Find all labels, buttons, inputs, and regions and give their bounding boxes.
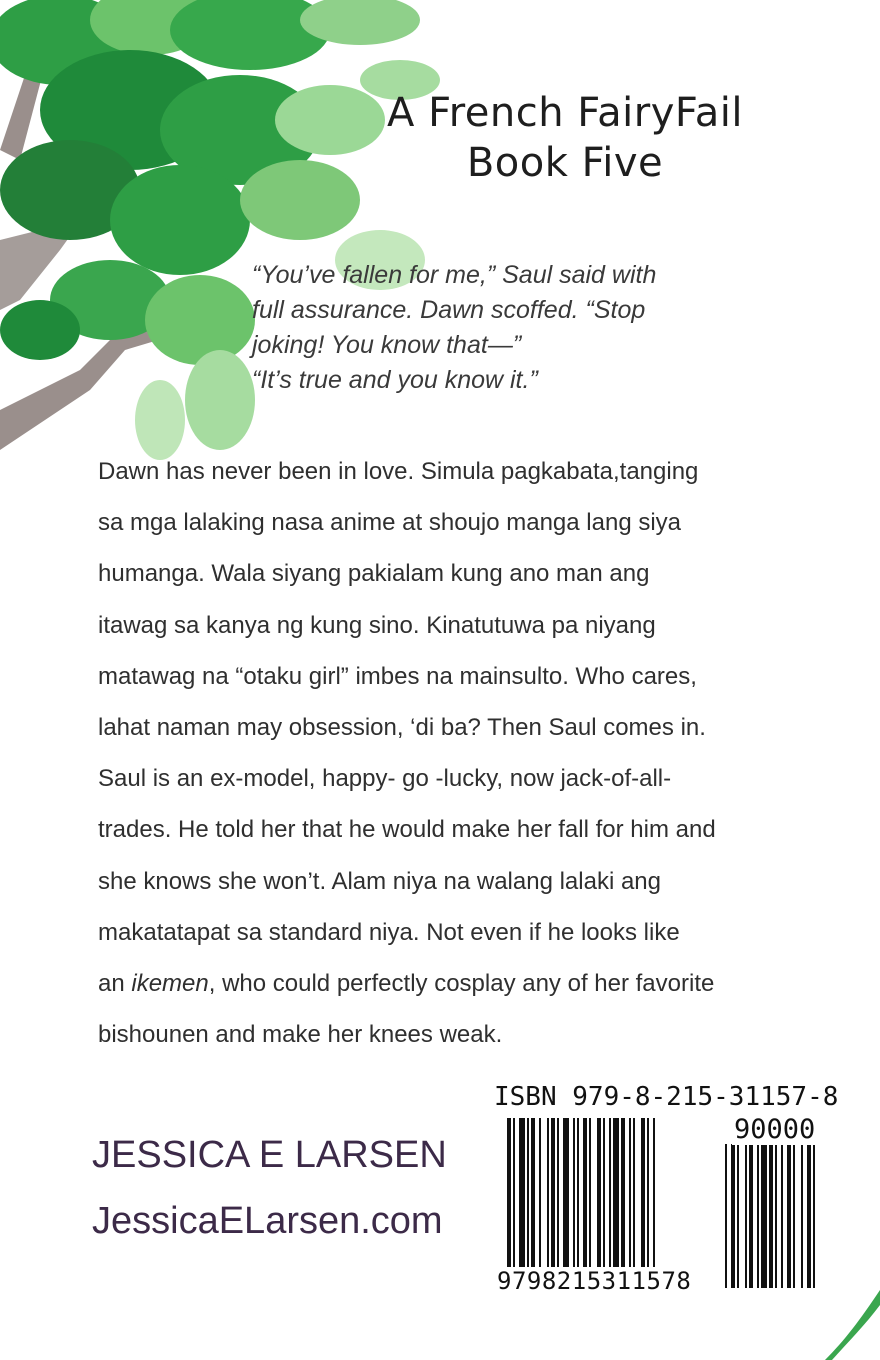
blurb-text: , who could perfectly cosplay any of her favorite [208,970,715,998]
price-code: 90000 [734,1114,816,1145]
blurb-line: makatatapat sa standard niya. Not even if he looks like [98,918,680,946]
blurb-line: Dawn has never been in love. Simula pagkabata,tanging [98,458,699,485]
series-title [330,88,800,188]
blurb-line: Saul is an ex-model, happy- go -lucky, now jack-of-all- [98,765,672,793]
blurb-line: she knows she won’t. Alam niya na walang lalaki ang [98,867,661,895]
isbn-label: ISBN 979-8-215-31157-8 [494,1082,839,1112]
blurb-italic-term: ikemen [131,970,209,998]
blurb-line: bishounen and make her knees weak. [98,1021,503,1049]
quote-line: “It’s true and you know it.” [252,366,538,394]
blurb-line: sa mga lalaking nasa anime at shoujo manga lang siya [98,509,682,537]
author-name: JESSICA E LARSEN [92,1134,447,1176]
author-website: JessicaELarsen.com [92,1200,443,1242]
quote-line: full assurance. Dawn scoffed. “Stop [252,296,646,324]
teaser-quote [252,258,752,398]
blurb-text: an [98,970,132,998]
series-title-line-2: Book Five [466,140,664,186]
quote-line: “You’ve fallen for me,” Saul said with [252,261,657,289]
blurb-line: lahat naman may obsession, ‘di ba? Then Saul comes in. [98,714,706,742]
blurb-line: trades. He told her that he would make her fall for him and [98,816,716,844]
barcode-digits: 9798215311578 [494,1267,694,1295]
blurb-line [98,958,798,1009]
blurb-line: humanga. Wala siyang pakialam kung ano man ang [98,560,650,588]
grass-blade-icon [820,1280,880,1360]
book-blurb [98,446,798,1060]
tree-branch-illustration [0,0,470,480]
blurb-line: itawag sa kanya ng kung sino. Kinatutuwa pa niyang [98,611,656,639]
quote-line: joking! You know that—” [252,331,522,359]
series-title-line-1: A French FairyFail [387,90,743,136]
blurb-line: matawag na “otaku girl” imbes na mainsulto. Who cares, [98,662,697,690]
